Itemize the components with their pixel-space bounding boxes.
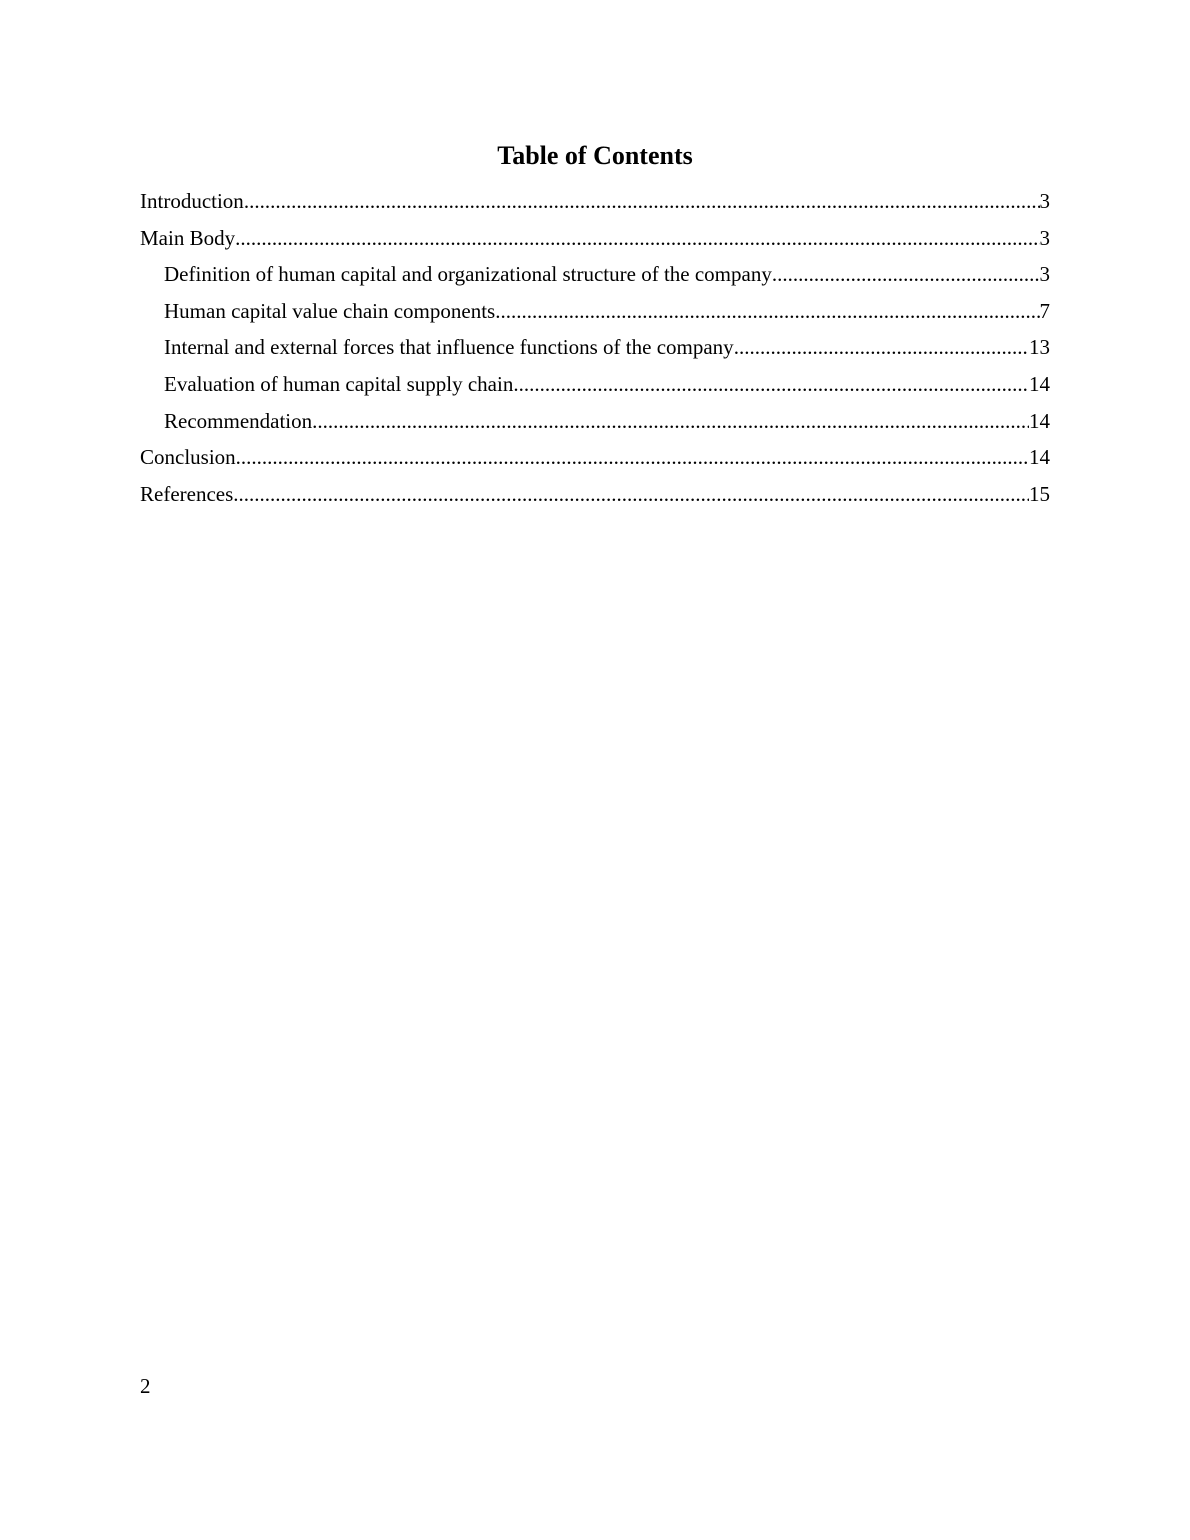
page-number: 2: [140, 1374, 151, 1398]
toc-entry-recommendation[interactable]: [140, 405, 1050, 442]
toc-entry-label: Internal and external forces that influence functions of the company: [164, 335, 734, 360]
toc-dot-leader: [312, 405, 1029, 437]
toc-entry-page: 3: [1039, 262, 1050, 287]
toc-dot-leader: [236, 441, 1029, 473]
toc-entry-label: Conclusion: [140, 445, 236, 470]
toc-entry-label: Introduction: [140, 189, 244, 213]
toc-entry-page: 3: [1039, 225, 1050, 250]
toc-entry-label: Human capital value chain components: [164, 298, 496, 323]
toc-dot-leader: [233, 478, 1029, 510]
toc-list: [140, 185, 1050, 514]
toc-entry-label: Main Body: [140, 225, 236, 250]
toc-entry-conclusion[interactable]: [140, 441, 1050, 478]
toc-dot-leader: [244, 185, 1040, 217]
toc-entry-label: Definition of human capital and organizational structure of the company: [164, 262, 772, 287]
toc-entry-page: 3: [1039, 189, 1050, 213]
toc-entry-main-body[interactable]: [140, 222, 1050, 259]
toc-entry-page: 13: [1029, 335, 1050, 360]
toc-entry-definition[interactable]: [140, 258, 1050, 295]
toc-entry-value-chain[interactable]: [140, 295, 1050, 332]
toc-entry-forces[interactable]: [140, 331, 1050, 368]
toc-entry-label: Evaluation of human capital supply chain: [164, 371, 514, 396]
toc-entry-page: 14: [1029, 445, 1050, 470]
toc-entry-page: 14: [1029, 371, 1050, 396]
toc-dot-leader: [772, 258, 1040, 290]
toc-entry-introduction[interactable]: [140, 185, 1050, 222]
toc-entry-page: 7: [1039, 298, 1050, 323]
toc-dot-leader: [235, 222, 1039, 254]
toc-entry-evaluation[interactable]: [140, 368, 1050, 405]
toc-entry-page: 14: [1029, 408, 1050, 433]
toc-entry-label: References: [140, 481, 234, 506]
toc-dot-leader: [734, 331, 1029, 363]
toc-dot-leader: [495, 295, 1039, 327]
toc-entry-page: 15: [1029, 481, 1050, 506]
toc-title: Table of Contents: [497, 141, 693, 170]
toc-dot-leader: [513, 368, 1029, 400]
toc-entry-references[interactable]: [140, 478, 1050, 515]
toc-entry-label: Recommendation: [164, 408, 313, 433]
